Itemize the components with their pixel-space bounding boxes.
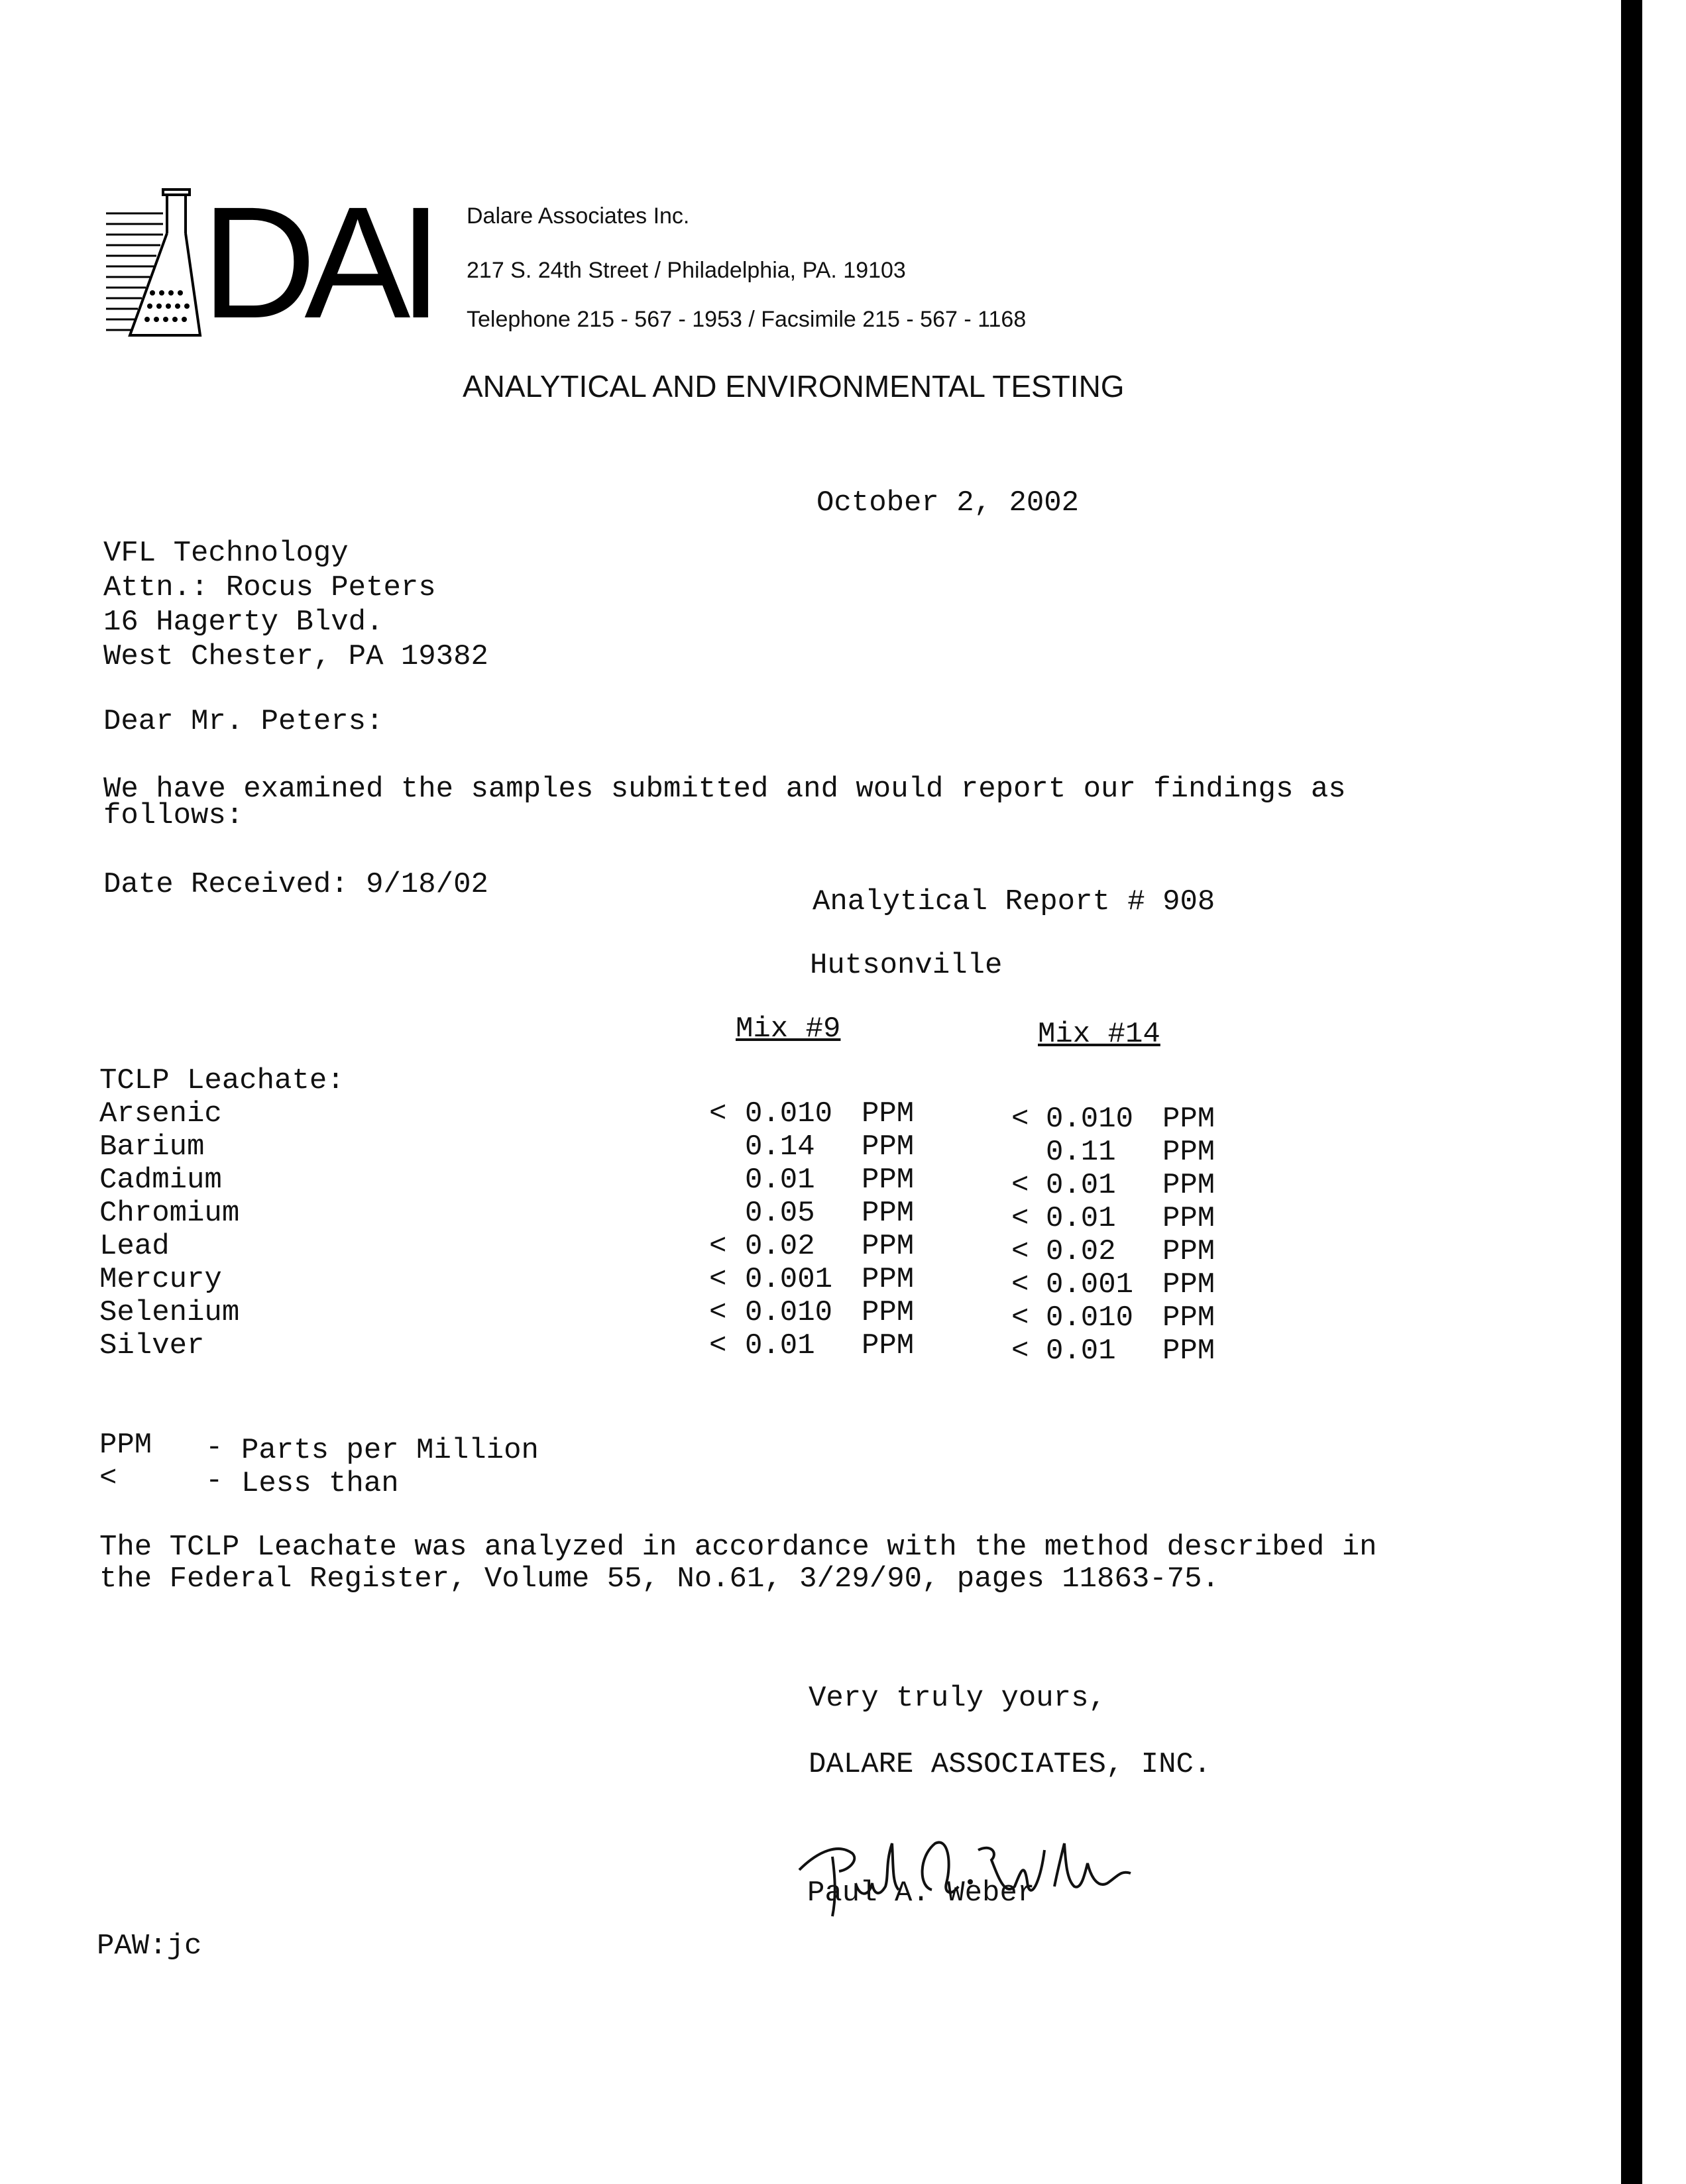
letter-date: October 2, 2002 — [816, 486, 1080, 519]
mix-14-value: 0.02 — [1046, 1235, 1116, 1268]
mix-14-unit: PPM — [1162, 1136, 1215, 1169]
method-line-1: The TCLP Leachate was analyzed in accordance with the method described in — [99, 1531, 1377, 1564]
mix-14-less-than: < — [1011, 1103, 1029, 1136]
signer-name: Paul A. Weber — [807, 1877, 1035, 1910]
mix-14-unit: PPM — [1162, 1301, 1215, 1335]
mix-14-value: 0.010 — [1046, 1301, 1134, 1335]
company-address: 217 S. 24th Street / Philadelphia, PA. 19103 — [467, 258, 906, 283]
element-name: Barium — [99, 1130, 205, 1164]
mix-14-unit: PPM — [1162, 1235, 1215, 1268]
mix-14-unit: PPM — [1162, 1103, 1215, 1136]
mix-9-value: 0.010 — [745, 1097, 833, 1130]
legend-lt-symbol: < — [99, 1462, 117, 1495]
legend-lt-dash: - — [205, 1464, 223, 1498]
intro-line-1: We have examined the samples submitted and would report our findings as — [103, 773, 1346, 806]
logo-letters: DAI — [201, 174, 431, 351]
intro-line-2: follows: — [103, 799, 244, 832]
mix-14-unit: PPM — [1162, 1268, 1215, 1301]
element-name: Lead — [99, 1230, 170, 1263]
mix-9-value: 0.02 — [745, 1230, 815, 1263]
legend-lt-text: Less than — [241, 1467, 399, 1500]
mix-9-less-than: < — [709, 1230, 727, 1263]
recipient-attn: Attn.: Rocus Peters — [103, 571, 436, 604]
company-tagline: ANALYTICAL AND ENVIRONMENTAL TESTING — [463, 369, 1125, 404]
mix-9-value: 0.14 — [745, 1130, 815, 1164]
recipient-city: West Chester, PA 19382 — [103, 640, 488, 673]
mix-9-unit: PPM — [862, 1164, 915, 1197]
mix-9-less-than: < — [709, 1296, 727, 1329]
mix-9-less-than: < — [709, 1097, 727, 1130]
section-label: TCLP Leachate: — [99, 1064, 345, 1097]
legend-ppm-text: Parts per Million — [241, 1434, 539, 1467]
salutation: Dear Mr. Peters: — [103, 705, 384, 738]
mix-9-unit: PPM — [862, 1329, 915, 1362]
mix-14-value: 0.01 — [1046, 1335, 1116, 1368]
site-name: Hutsonville — [810, 949, 1003, 982]
company-logo — [103, 174, 431, 351]
mix-9-unit: PPM — [862, 1197, 915, 1230]
mix-14-less-than: < — [1011, 1335, 1029, 1368]
element-name: Selenium — [99, 1296, 240, 1329]
mix-14-less-than: < — [1011, 1301, 1029, 1335]
mix-9-unit: PPM — [862, 1296, 915, 1329]
mix-9-unit: PPM — [862, 1230, 915, 1263]
legend-ppm-dash: - — [205, 1431, 223, 1464]
element-name: Cadmium — [99, 1164, 222, 1197]
closing: Very truly yours, — [809, 1682, 1106, 1715]
legend-ppm-symbol: PPM — [99, 1429, 152, 1462]
mix-9-unit: PPM — [862, 1263, 915, 1296]
company-name: Dalare Associates Inc. — [467, 203, 690, 229]
report-number: Analytical Report # 908 — [813, 885, 1215, 918]
mix-14-value: 0.01 — [1046, 1169, 1116, 1202]
mix-9-less-than: < — [709, 1263, 727, 1296]
mix-14-unit: PPM — [1162, 1169, 1215, 1202]
mix-9-unit: PPM — [862, 1097, 915, 1130]
mix-9-value: 0.01 — [745, 1164, 815, 1197]
mix-9-less-than: < — [709, 1329, 727, 1362]
recipient-company: VFL Technology — [103, 537, 349, 570]
mix-9-value: 0.05 — [745, 1197, 815, 1230]
mix-9-value: 0.001 — [745, 1263, 833, 1296]
mix-14-less-than: < — [1011, 1202, 1029, 1235]
mix-9-value: 0.010 — [745, 1296, 833, 1329]
typist-initials: PAW:jc — [97, 1930, 202, 1963]
mix-14-value: 0.01 — [1046, 1202, 1116, 1235]
mix-14-less-than: < — [1011, 1235, 1029, 1268]
element-name: Mercury — [99, 1263, 222, 1296]
signatory-company: DALARE ASSOCIATES, INC. — [809, 1748, 1211, 1781]
mix-14-unit: PPM — [1162, 1335, 1215, 1368]
column-header-mix-14: Mix #14 — [1038, 1018, 1160, 1051]
mix-14-less-than: < — [1011, 1268, 1029, 1301]
scan-edge-bar — [1621, 0, 1642, 2184]
column-header-mix-9: Mix #9 — [736, 1012, 841, 1046]
recipient-street: 16 Hagerty Blvd. — [103, 606, 384, 639]
flask-logo-icon — [103, 187, 203, 341]
mix-9-value: 0.01 — [745, 1329, 815, 1362]
mix-14-less-than: < — [1011, 1169, 1029, 1202]
mix-9-unit: PPM — [862, 1130, 915, 1164]
mix-14-value: 0.001 — [1046, 1268, 1134, 1301]
mix-14-value: 0.11 — [1046, 1136, 1116, 1169]
element-name: Chromium — [99, 1197, 240, 1230]
element-name: Silver — [99, 1329, 205, 1362]
company-phone-fax: Telephone 215 - 567 - 1953 / Facsimile 215 - 567 - 1168 — [467, 307, 1027, 332]
method-line-2: the Federal Register, Volume 55, No.61, 3/29/90, pages 11863-75. — [99, 1562, 1219, 1596]
element-name: Arsenic — [99, 1097, 222, 1130]
mix-14-unit: PPM — [1162, 1202, 1215, 1235]
mix-14-value: 0.010 — [1046, 1103, 1134, 1136]
date-received: Date Received: 9/18/02 — [103, 868, 488, 901]
